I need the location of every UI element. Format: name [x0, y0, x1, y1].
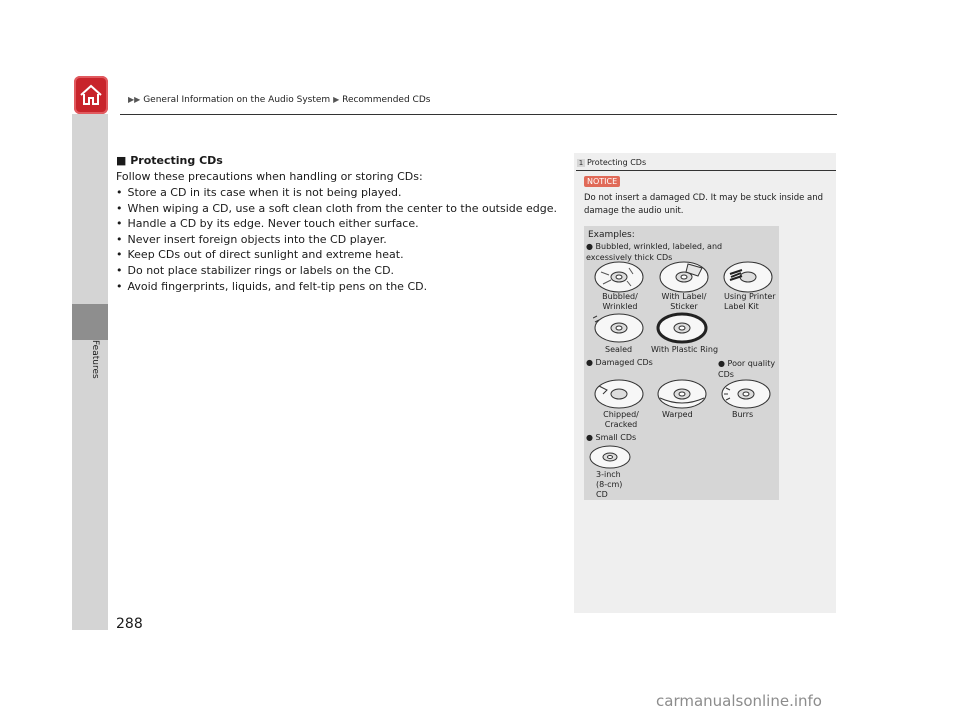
home-icon	[79, 83, 103, 107]
group-label-text: Bubbled, wrinkled, labeled, and excessively thick CDs	[586, 242, 723, 262]
precaution-list	[116, 186, 557, 295]
cd-label: With Label/ Sticker	[661, 292, 707, 311]
list-item: • Handle a CD by its edge. Never touch either surface.	[116, 217, 557, 233]
cd-label: With Plastic Ring	[651, 345, 719, 354]
group-label-poor	[718, 358, 780, 380]
list-item: • Avoid fingerprints, liquids, and felt-tip pens on the CD.	[116, 280, 557, 296]
cd-label: Sealed	[605, 345, 633, 354]
list-item: • Never insert foreign objects into the CD player.	[116, 233, 557, 249]
page-number: 288	[116, 616, 143, 632]
cd-label: Burrs	[732, 410, 754, 419]
group-label-text: Small CDs	[595, 433, 637, 442]
section-title	[116, 154, 223, 167]
examples-title: Examples:	[588, 230, 635, 240]
cd-burrs-icon	[720, 378, 772, 410]
breadcrumb-item[interactable]: General Information on the Audio System	[143, 95, 331, 105]
home-button[interactable]	[74, 76, 108, 114]
breadcrumb-arrow-icon: ▶▶	[128, 95, 141, 104]
watermark: carmanualsonline.info	[656, 692, 822, 710]
cd-label: Using Printer Label Kit	[724, 292, 776, 311]
section-title-text: Protecting CDs	[130, 154, 223, 167]
cd-label: 3-inch (8-cm) CD	[596, 470, 623, 499]
cd-sticker-icon	[658, 260, 710, 294]
breadcrumb-item[interactable]: Recommended CDs	[342, 95, 431, 105]
sidebar-divider	[576, 170, 836, 171]
cd-plastic-ring-icon	[656, 312, 708, 344]
bullet-dot-icon: ●	[586, 358, 593, 367]
sidebar-heading-text: Protecting CDs	[587, 158, 647, 167]
cd-label: Warped	[662, 410, 693, 419]
cd-printer-label-icon	[722, 260, 774, 294]
side-tab-bar	[72, 114, 108, 304]
side-tab-label[interactable]	[88, 340, 102, 400]
header-divider	[120, 114, 837, 115]
cd-bubbled-icon	[593, 260, 645, 294]
group-label-text: Damaged CDs	[595, 358, 653, 367]
sidebar-heading	[577, 158, 646, 167]
notice-text: Do not insert a damaged CD. It may be stuck inside and damage the audio unit.	[584, 193, 824, 216]
square-bullet-icon: ■	[116, 154, 127, 167]
list-item: • When wiping a CD, use a soft clean cloth from the center to the outside edge.	[116, 202, 557, 218]
bullet-dot-icon: ●	[586, 433, 593, 442]
cd-label: Chipped/ Cracked	[603, 410, 639, 429]
breadcrumb	[128, 95, 430, 105]
list-item: • Store a CD in its case when it is not being played.	[116, 186, 557, 202]
reference-mark: 1	[578, 159, 584, 167]
cd-sealed-icon	[593, 312, 645, 344]
notice-badge: NOTICE	[584, 176, 620, 187]
side-tab-label-text: Features	[90, 340, 100, 379]
cd-warped-icon	[656, 378, 708, 410]
group-label-small	[586, 433, 636, 442]
bullet-dot-icon: ●	[718, 359, 725, 368]
cd-small-icon	[588, 444, 632, 470]
list-item: • Keep CDs out of direct sunlight and extreme heat.	[116, 248, 557, 264]
group-label-damaged	[586, 358, 653, 367]
list-item: • Do not place stabilizer rings or labels on the CD.	[116, 264, 557, 280]
breadcrumb-arrow-icon: ▶	[333, 95, 340, 104]
side-tab-features-marker[interactable]	[72, 304, 108, 340]
cd-label: Bubbled/ Wrinkled	[602, 292, 638, 311]
intro-text: Follow these precautions when handling or storing CDs:	[116, 170, 423, 183]
bullet-dot-icon: ●	[586, 242, 593, 251]
group-label-text: Poor quality CDs	[718, 359, 776, 379]
cd-chipped-icon	[593, 378, 645, 410]
